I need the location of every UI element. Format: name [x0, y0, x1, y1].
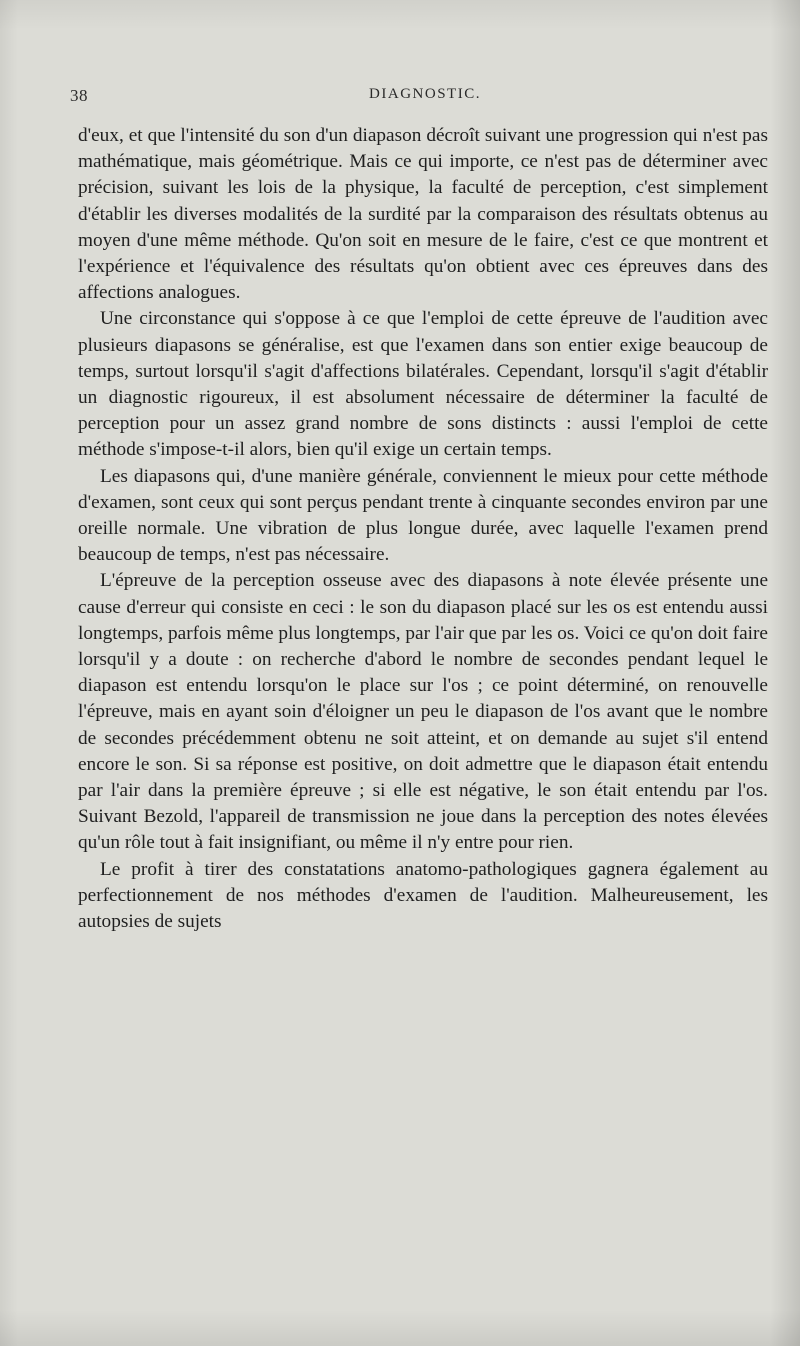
page-header: [70, 86, 770, 112]
paragraph: Le profit à tirer des constatations anatomo-pathologiques gagnera également au perfectionnement de nos méthodes d'examen de l'audition. Malheureusement, les autopsies de sujets: [78, 858, 768, 933]
paragraph: Une circonstance qui s'oppose à ce que l'emploi de cette épreuve de l'audition avec plusieurs diapasons se généralise, est que l'examen dans son entier exige beaucoup de temps, surtout lorsqu'il s'agit d'affections bilatérales. Cependant, lorsqu'il s'agit d'établir un diagnostic rigoureux, il est absolument nécessaire de déterminer la faculté de perception pour un assez grand nombre de sons distincts : aussi l'emploi de cette méthode s'impose-t-il alors, bien qu'il exige un certain temps.: [78, 308, 768, 461]
body-text: [78, 123, 768, 935]
paragraph: L'épreuve de la perception osseuse avec des diapasons à note élevée présente une cause d'erreur qui consiste en ceci : le son du diapason placé sur les os est entendu aussi longtemps, parfois même plus longtemps, par l'air que par les os. Voici ce qu'on doit faire lorsqu'il y a doute : on recherche d'abord le nombre de secondes pendant lequel le diapason est entendu lorsqu'on le place sur l'os ; ce point déterminé, on renouvelle l'épreuve, mais en ayant soin d'éloigner un peu le diapason de l'os avant que le nombre de secondes précédemment obtenu ne soit atteint, et on demande au sujet s'il entend encore le son. Si sa réponse est positive, on doit admettre que le diapason était entendu par l'air dans la première épreuve ; si elle est négative, le son était entendu par l'os. Suivant Bezold, l'appareil de transmission ne joue dans la perception des notes élevées qu'un rôle tout à fait insignifiant, ou même il n'y entre pour rien.: [78, 570, 768, 854]
paragraph: Les diapasons qui, d'une manière générale, conviennent le mieux pour cette méthode d'examen, sont ceux qui sont perçus pendant trente à cinquante secondes environ par une oreille normale. Une vibration de plus longue durée, avec laquelle l'examen prend beaucoup de temps, n'est pas nécessaire.: [78, 465, 768, 566]
page-number: 38: [70, 86, 88, 105]
paragraph-continued: d'eux, et que l'intensité du son d'un diapason décroît suivant une progression qui n'est pas mathématique, mais géométrique. Mais ce qui importe, ce n'est pas de déterminer avec précision, suivant les lois de la physique, la faculté de perception, c'est simplement d'établir les diverses modalités de la surdité par la comparaison des résultats obtenus au moyen d'une même méthode. Qu'on soit en mesure de le faire, c'est ce que montrent et l'expérience et l'équivalence des résultats qu'on obtient avec ces épreuves dans des affections analogues.: [78, 125, 768, 304]
running-head: DIAGNOSTIC.: [369, 86, 481, 102]
